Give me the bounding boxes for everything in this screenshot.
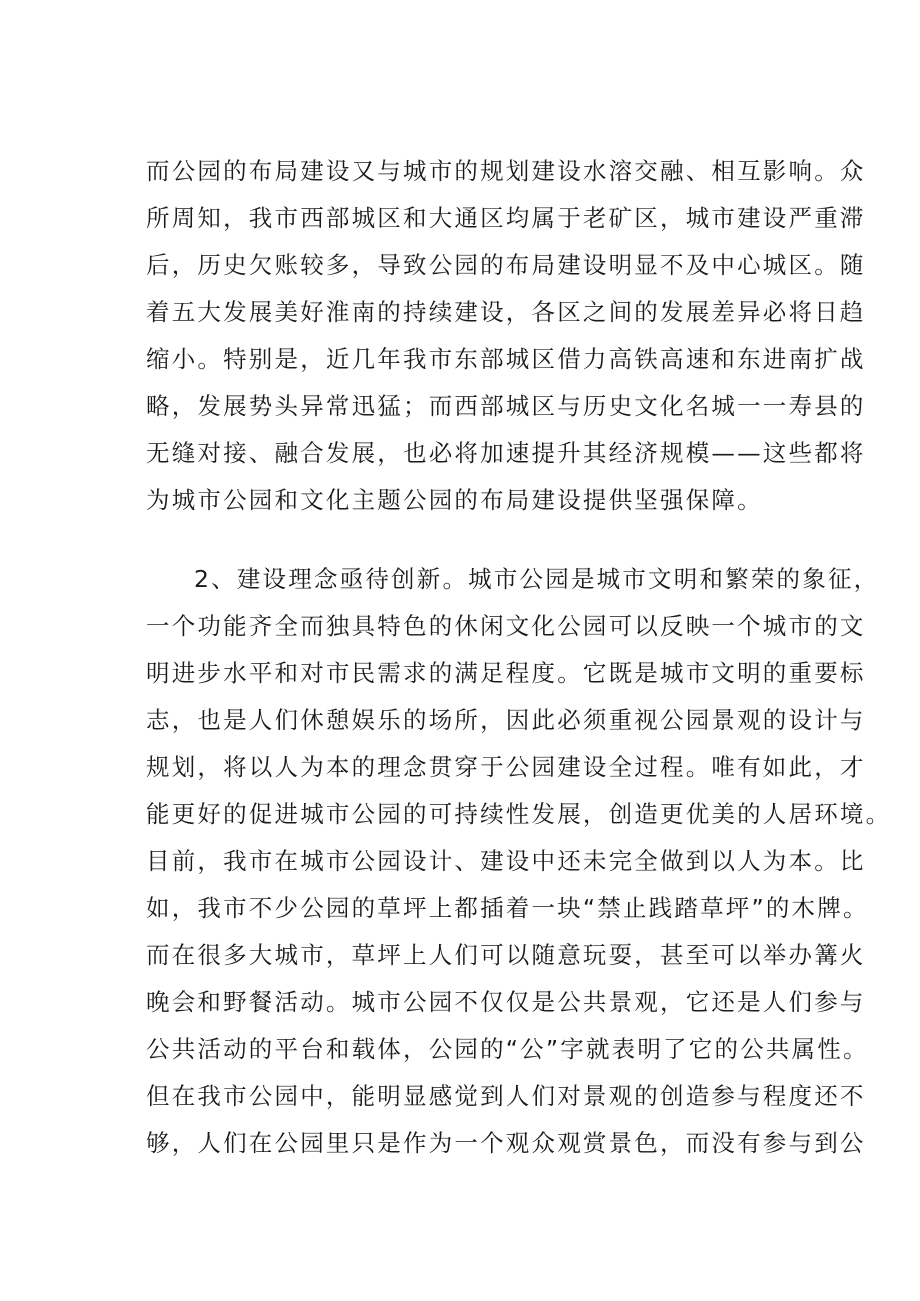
text-line: 缩小。特别是，近几年我市东部城区借力高铁高速和东进南扩战 [146, 345, 866, 373]
text-line: 够，人们在公园里只是作为一个观众观赏景色，而没有参与到公 [146, 1129, 866, 1157]
text-line: 后，历史欠账较多，导致公园的布局建设明显不及中心城区。随 [146, 251, 866, 279]
text-line: 略，发展势头异常迅猛；而西部城区与历史文化名城一一寿县的 [146, 392, 866, 420]
text-line: 为城市公园和文化主题公园的布局建设提供坚强保障。 [146, 486, 763, 514]
text-line: 而公园的布局建设又与城市的规划建设水溶交融、相互影响。众 [146, 157, 866, 185]
text-line: 2、建设理念亟待创新。城市公园是城市文明和繁荣的象征， [194, 565, 880, 593]
text-line: 志，也是人们休憩娱乐的场所，因此必须重视公园景观的设计与 [146, 706, 866, 734]
text-line: 能更好的促进城市公园的可持续性发展，创造更优美的人居环境。 [146, 800, 892, 828]
text-line: 目前，我市在城市公园设计、建设中还未完全做到以人为本。比 [146, 847, 866, 875]
text-line: 如，我市不少公园的草坪上都插着一块“禁止践踏草坪”的木牌。 [146, 894, 869, 922]
text-line: 所周知，我市西部城区和大通区均属于老矿区，城市建设严重滞 [146, 204, 866, 232]
text-line: 但在我市公园中，能明显感觉到人们对景观的创造参与程度还不 [146, 1082, 866, 1110]
text-line: 明进步水平和对市民需求的满足程度。它既是城市文明的重要标 [146, 659, 866, 687]
text-line: 无缝对接、融合发展，也必将加速提升其经济规模——这些都将 [146, 439, 866, 467]
paragraph-construction-concept [146, 556, 892, 1167]
text-line: 一个功能齐全而独具特色的休闲文化公园可以反映一个城市的文 [146, 612, 866, 640]
text-line: 公共活动的平台和载体，公园的“公”字就表明了它的公共属性。 [146, 1035, 869, 1063]
text-line: 而在很多大城市，草坪上人们可以随意玩耍，甚至可以举办篝火 [146, 941, 866, 969]
paragraph-park-layout [146, 148, 866, 524]
text-line: 着五大发展美好淮南的持续建设，各区之间的发展差异必将日趋 [146, 298, 866, 326]
text-line: 晚会和野餐活动。城市公园不仅仅是公共景观，它还是人们参与 [146, 988, 866, 1016]
text-line: 规划，将以人为本的理念贯穿于公园建设全过程。唯有如此，才 [146, 753, 866, 781]
